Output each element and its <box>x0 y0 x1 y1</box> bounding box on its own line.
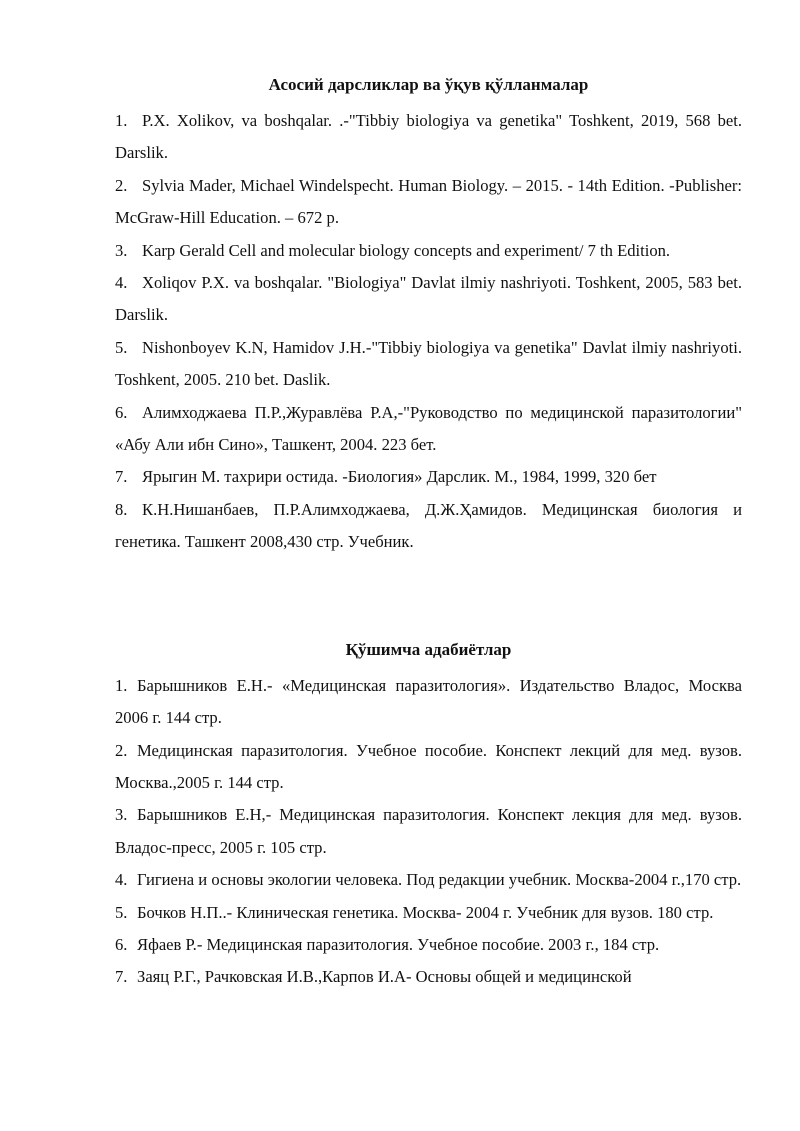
item-number: 5. <box>115 337 128 357</box>
item-number: 6. <box>115 934 128 954</box>
item-number: 4. <box>115 273 128 293</box>
item-number: 3. <box>115 805 128 825</box>
item-number: 7. <box>115 467 128 487</box>
list-item <box>115 267 742 332</box>
item-text: Karp Gerald Cell and molecular biology concepts and experiment/ 7 th Edition. <box>142 240 671 260</box>
item-number: 2. <box>115 175 128 195</box>
list-item <box>115 170 742 235</box>
item-text: К.Н.Нишанбаев, П.Р.Алимходжаева, Д.Ж.Ҳамидов. Медицинская биология и генетика. Ташкент 2008,430 стр. Учебник. <box>115 499 742 552</box>
list-item <box>115 461 742 493</box>
item-number: 2. <box>115 740 128 760</box>
list-item <box>115 961 742 993</box>
main-literature-list <box>115 105 742 559</box>
item-number: 1. <box>115 111 128 130</box>
list-item <box>115 799 742 864</box>
item-text: Алимходжаева П.Р.,Журавлёва Р.А,-"Руководство по медицинской паразитологии" «Абу Али ибн Сино», Ташкент, 2004. 223 бет. <box>115 402 742 455</box>
item-number: 4. <box>115 870 128 890</box>
item-text: Ярыгин М. тахрири остида. -Биология» Дарслик. М., 1984, 1999, 320 бет <box>142 467 657 487</box>
list-item <box>115 105 742 170</box>
item-text: Nishonboyev K.N, Hamidov J.H.-"Tibbiy biologiya va genetika" Davlat ilmiy nashriyoti. Toshkent, 2005. 210 bet. Daslik. <box>115 337 742 390</box>
additional-literature-list <box>115 670 742 994</box>
list-item <box>115 929 742 961</box>
main-literature-heading: Асосий дарсликлар ва ўқув қўлланмалар <box>268 75 589 94</box>
item-text: Медицинская паразитология. Учебное пособие. Конспект лекций для мед. вузов. Москва.,2005 г. 144 стр. <box>115 740 742 792</box>
list-item <box>115 494 742 559</box>
item-text: Xoliqov P.X. va boshqalar. "Biologiya" Davlat ilmiy nashriyoti. Toshkent, 2005, 583 bet. Darslik. <box>115 273 742 325</box>
item-text: Sylvia Mader, Michael Windelspecht. Human Biology. – 2015. - 14th Edition. -Publisher: McGraw-Hill Education. – 672 p. <box>115 175 742 228</box>
item-text: Барышников Е.Н.- «Медицинская паразитология». Издательство Владос, Москва 2006 г. 144 стр. <box>115 675 742 728</box>
item-text: Барышников Е.Н,- Медицинская паразитология. Конспект лекция для мед. вузов. Владос-пресс, 2005 г. 105 стр. <box>115 805 742 857</box>
list-item <box>115 735 742 800</box>
item-text: Яфаев Р.- Медицинская паразитология. Учебное пособие. 2003 г., 184 стр. <box>137 934 660 954</box>
item-number: 1. <box>115 675 128 695</box>
document-page <box>115 74 742 994</box>
item-text: Заяц Р.Г., Рачковская И.В.,Карпов И.А- Основы общей и медицинской <box>137 967 632 987</box>
list-item <box>115 397 742 462</box>
item-number: 5. <box>115 902 128 922</box>
additional-literature-heading: Қўшимча адабиётлар <box>345 639 512 659</box>
item-text: P.X. Xolikov, va boshqalar. .-"Tibbiy biologiya va genetika" Toshkent, 2019, 568 bet. Darslik. <box>115 111 742 163</box>
list-item <box>115 864 742 896</box>
item-text: Гигиена и основы экологии человека. Под редакции учебник. Москва-2004 г.,170 стр. <box>137 870 742 890</box>
item-number: 8. <box>115 499 128 519</box>
item-number: 6. <box>115 402 128 422</box>
list-item <box>115 332 742 397</box>
item-number: 3. <box>115 240 128 260</box>
list-item <box>115 897 742 929</box>
list-item <box>115 670 742 735</box>
item-number: 7. <box>115 967 128 987</box>
list-item <box>115 235 742 267</box>
item-text: Бочков Н.П..- Клиническая генетика. Москва- 2004 г. Учебник для вузов. 180 стр. <box>137 902 714 922</box>
